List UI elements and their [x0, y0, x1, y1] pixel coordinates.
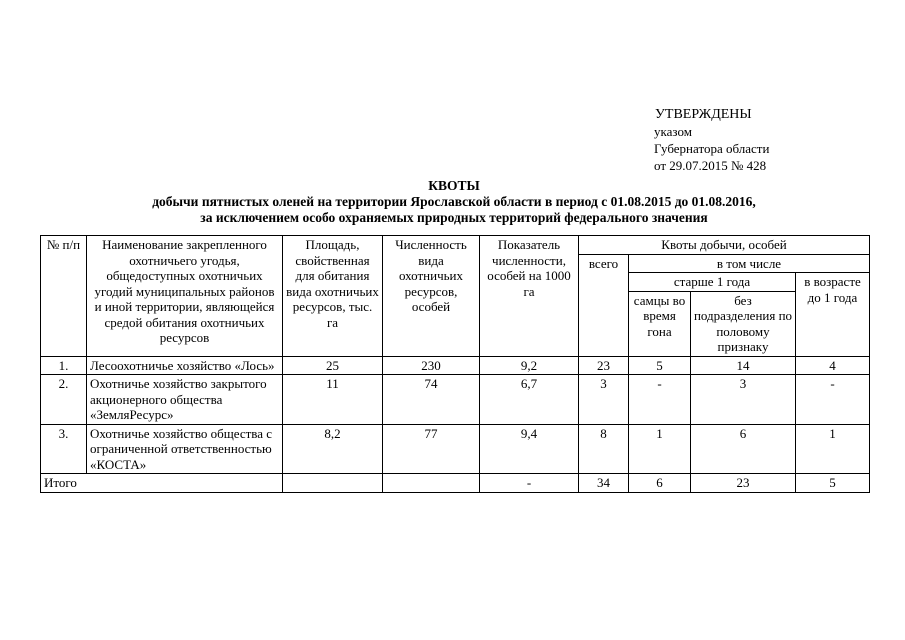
approval-line-2: Губернатора области: [654, 141, 770, 156]
row-population: 74: [383, 375, 480, 425]
total-row: [41, 474, 870, 493]
row-males: 5: [629, 356, 691, 375]
total-no-gender: 23: [691, 474, 796, 493]
total-total: 34: [579, 474, 629, 493]
header-total: всего: [579, 254, 629, 356]
approval-block: [654, 106, 769, 174]
row-no-gender: 14: [691, 356, 796, 375]
row-num: 3.: [41, 424, 87, 474]
document-title: [40, 178, 868, 226]
row-total: 23: [579, 356, 629, 375]
total-label: Итого: [41, 474, 283, 493]
row-name: Охотничье хозяйство закрытого акционерного общества «ЗемляРесурс»: [87, 375, 283, 425]
table-row: [41, 375, 870, 425]
table-row: [41, 424, 870, 474]
total-young: 5: [796, 474, 870, 493]
row-name: Лесоохотничье хозяйство «Лось»: [87, 356, 283, 375]
row-population: 77: [383, 424, 480, 474]
row-young: 1: [796, 424, 870, 474]
row-young: 4: [796, 356, 870, 375]
header-quotas: Квоты добычи, особей: [579, 236, 870, 255]
total-males: 6: [629, 474, 691, 493]
row-indicator: 9,4: [480, 424, 579, 474]
title-line-1: добычи пятнистых оленей на территории Ярославской области в период с 01.08.2015 до 01.08.2016,: [152, 194, 756, 209]
row-indicator: 6,7: [480, 375, 579, 425]
header-row-1: [41, 236, 870, 255]
row-males: 1: [629, 424, 691, 474]
approval-line-3: от 29.07.2015 № 428: [654, 158, 767, 173]
row-num: 1.: [41, 356, 87, 375]
approval-heading: УТВЕРЖДЕНЫ: [655, 107, 752, 122]
header-name: Наименование закрепленного охотничьего угодья, общедоступных охотничьих угодий муниципальных районов и иной территории, являющейся средой обитания охотничьих ресурсов: [87, 236, 283, 357]
header-indicator: Показатель численности, особей на 1000 га: [480, 236, 579, 357]
title-main: КВОТЫ: [428, 178, 480, 193]
header-including: в том числе: [629, 254, 870, 273]
row-population: 230: [383, 356, 480, 375]
row-no-gender: 6: [691, 424, 796, 474]
row-total: 8: [579, 424, 629, 474]
total-area: [283, 474, 383, 493]
row-name: Охотничье хозяйство общества с ограниченной ответственностью «КОСТА»: [87, 424, 283, 474]
header-area: Площадь, свойственная для обитания вида охотничьих ресурсов, тыс. га: [283, 236, 383, 357]
row-no-gender: 3: [691, 375, 796, 425]
row-total: 3: [579, 375, 629, 425]
header-males: самцы во время гона: [629, 291, 691, 356]
row-num: 2.: [41, 375, 87, 425]
table-row: [41, 356, 870, 375]
row-area: 8,2: [283, 424, 383, 474]
total-indicator: -: [480, 474, 579, 493]
header-num: № п/п: [41, 236, 87, 357]
quota-table: [40, 235, 870, 493]
row-indicator: 9,2: [480, 356, 579, 375]
approval-line-1: указом: [654, 124, 692, 139]
header-older: старше 1 года: [629, 273, 796, 292]
header-population: Численность вида охотничьих ресурсов, особей: [383, 236, 480, 357]
row-area: 25: [283, 356, 383, 375]
row-area: 11: [283, 375, 383, 425]
header-no-gender: без подразделения по половому признаку: [691, 291, 796, 356]
row-young: -: [796, 375, 870, 425]
header-young: в возрасте до 1 года: [796, 273, 870, 357]
row-males: -: [629, 375, 691, 425]
total-population: [383, 474, 480, 493]
title-line-2: за исключением особо охраняемых природных территорий федерального значения: [200, 210, 708, 225]
